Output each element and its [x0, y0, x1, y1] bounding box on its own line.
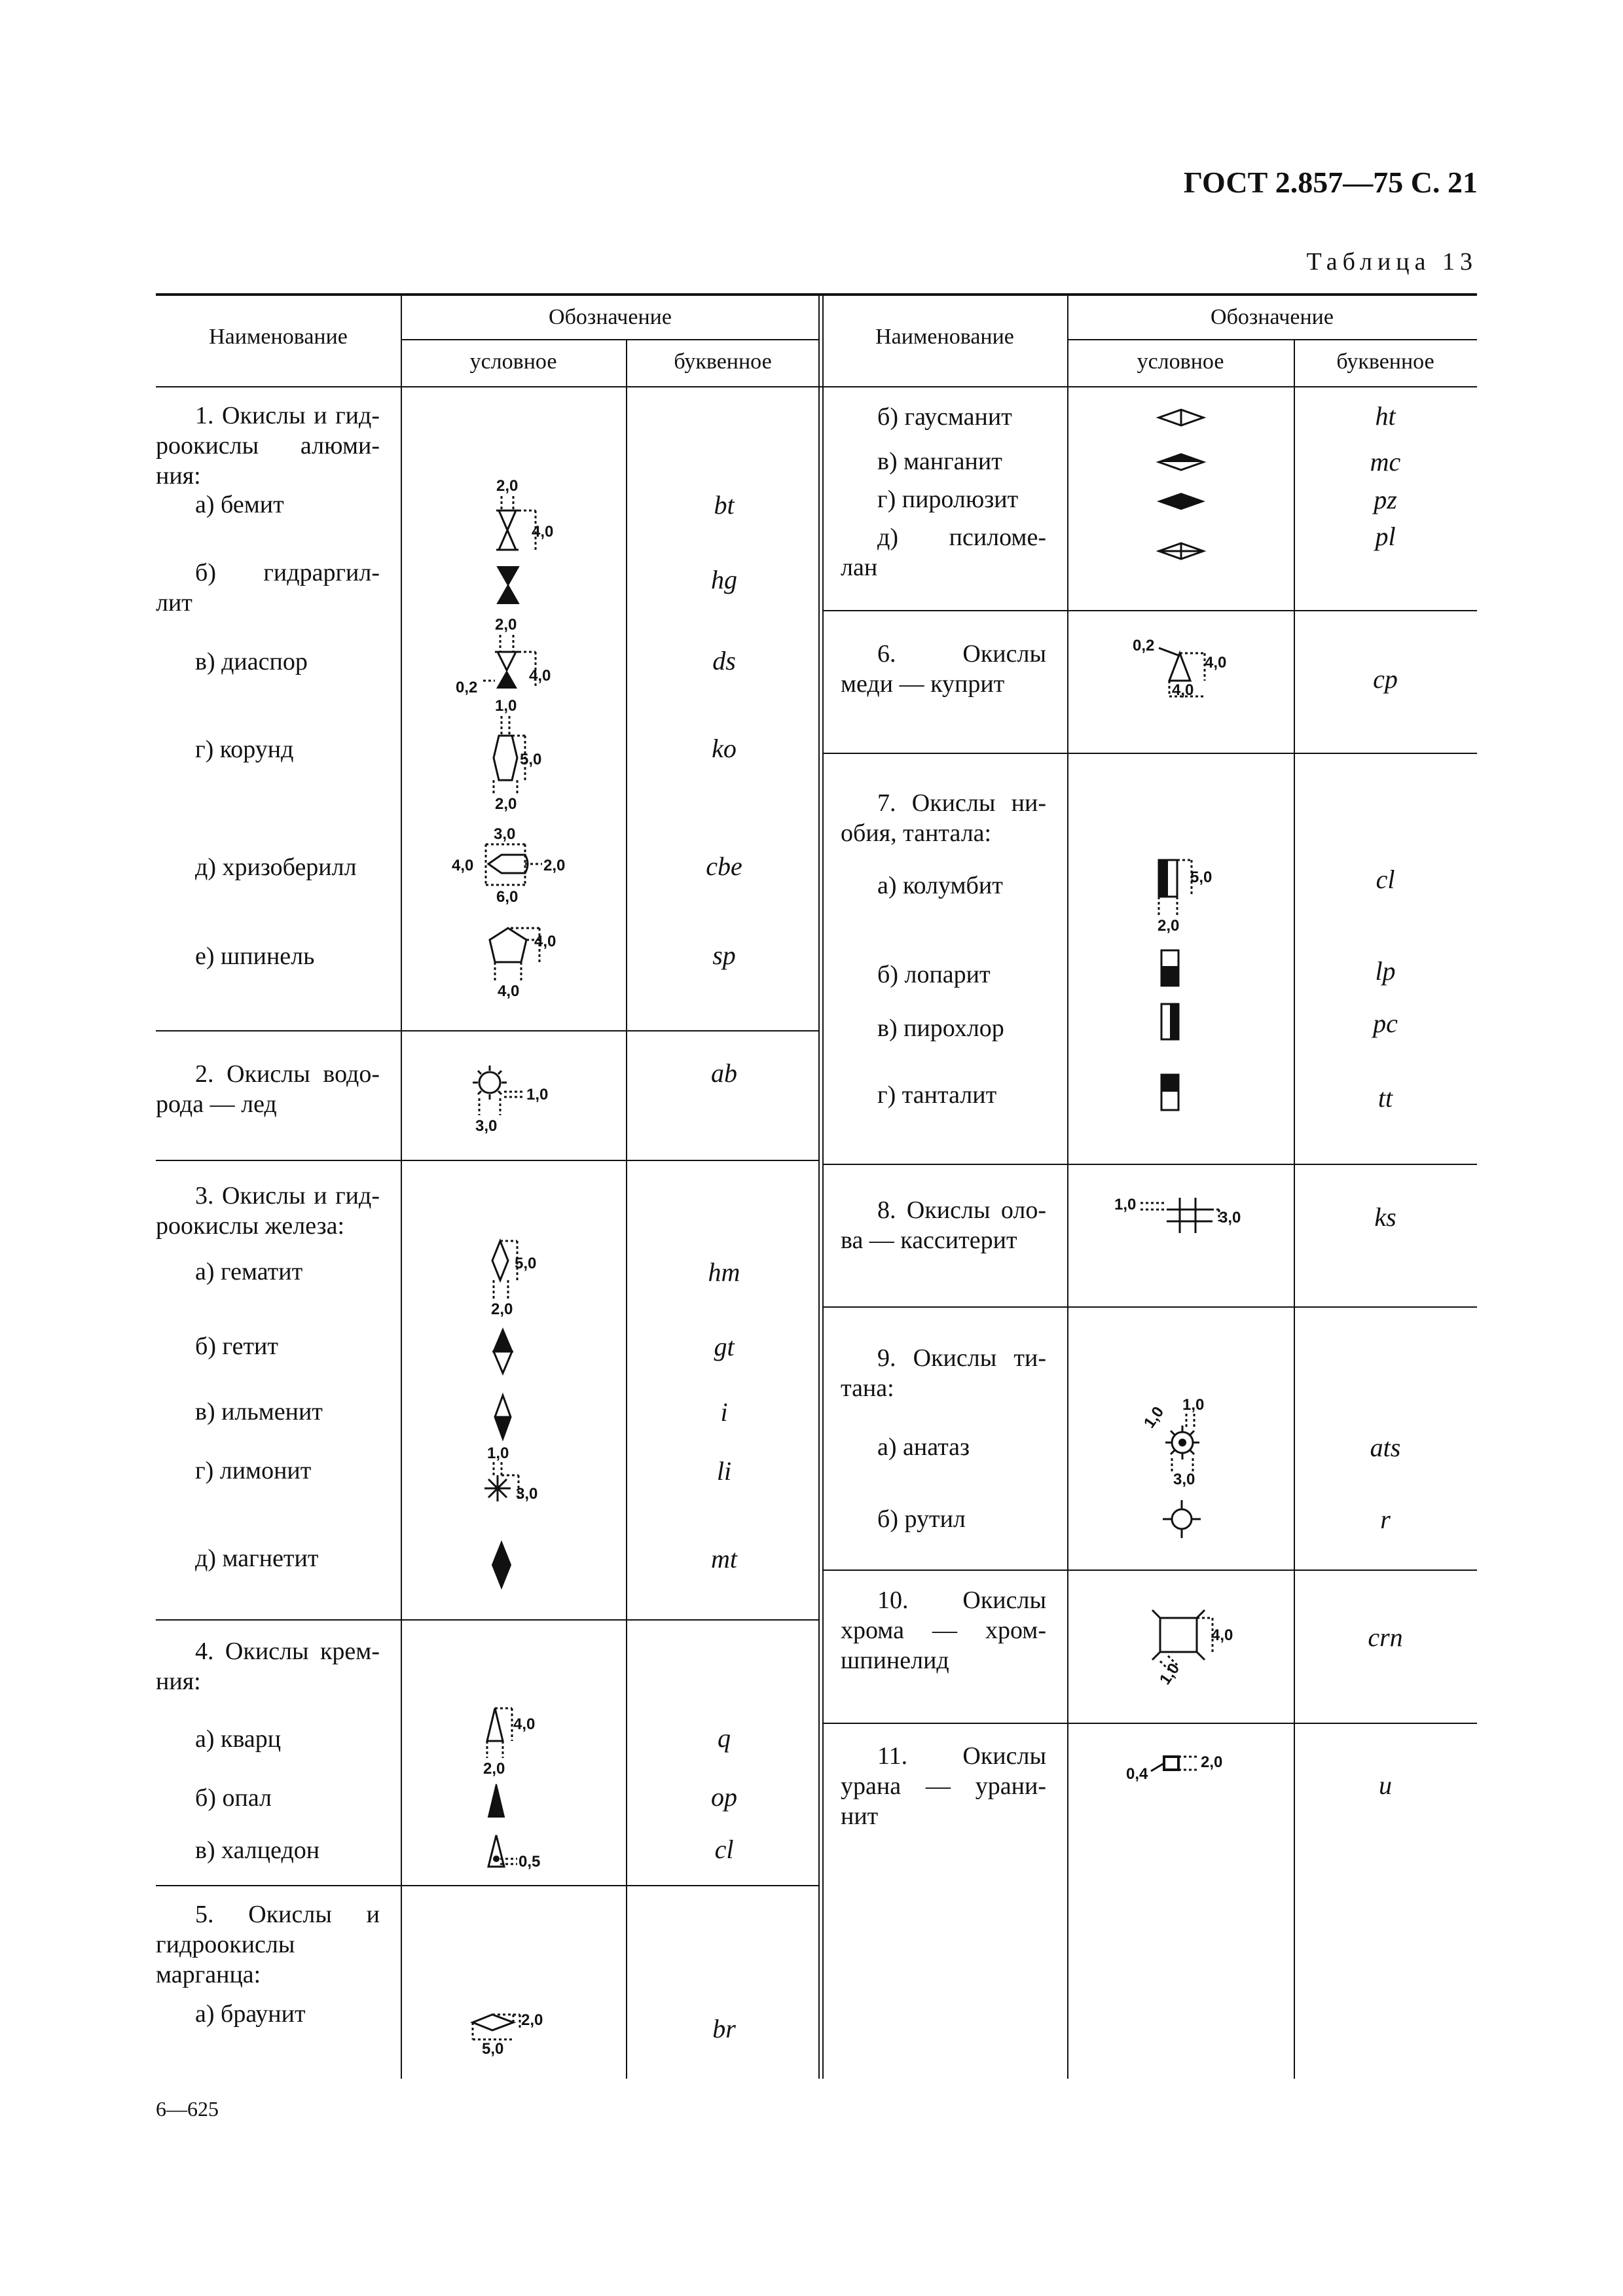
- item-name: б) опал: [195, 1784, 272, 1812]
- svg-text:2,0: 2,0: [521, 2011, 543, 2029]
- item-code: q: [718, 1723, 731, 1753]
- diamond-filled-icon: [488, 1541, 515, 1589]
- svg-text:1,0: 1,0: [1114, 1196, 1137, 1213]
- item-code: bt: [714, 490, 735, 520]
- triangle-dot-icon: [484, 1833, 563, 1872]
- diamond-top-half-icon: [490, 1329, 516, 1374]
- item-name: марганца:: [156, 1961, 261, 1988]
- svg-text:0,5: 0,5: [519, 1853, 541, 1871]
- rect-bottom-filled-icon: [1159, 948, 1182, 990]
- svg-text:6,0: 6,0: [496, 888, 519, 906]
- svg-text:4,0: 4,0: [1172, 681, 1194, 699]
- item-name: 10. Окислы: [877, 1587, 1046, 1614]
- item-code: crn: [1368, 1623, 1403, 1652]
- rect-top-filled-icon: [1159, 1072, 1182, 1114]
- svg-text:3,0: 3,0: [475, 1117, 498, 1135]
- item-name: б) лопарит: [877, 961, 991, 988]
- item-name: меди — куприт: [841, 670, 1005, 698]
- svg-text:4,0: 4,0: [532, 523, 554, 541]
- svg-text:2,0: 2,0: [495, 795, 517, 813]
- right-section-rule: [822, 610, 1477, 611]
- left-section-rule: [156, 1030, 820, 1031]
- col-divider-2: [626, 339, 627, 2079]
- svg-text:2,0: 2,0: [543, 857, 566, 874]
- right-section-rule: [822, 1306, 1477, 1308]
- item-name: д) магнетит: [195, 1545, 319, 1572]
- item-name: тана:: [841, 1374, 894, 1402]
- col-divider-mid-b: [822, 293, 824, 2079]
- hourglass-half-icon: [454, 615, 566, 700]
- item-code: pl: [1375, 522, 1396, 551]
- svg-text:2,0: 2,0: [495, 616, 517, 634]
- hourglass-open-icon: [458, 476, 563, 555]
- circle-cross-icon: [1159, 1496, 1205, 1542]
- left-section-rule: [156, 1885, 820, 1886]
- left-section-rule: [156, 1160, 820, 1161]
- diamond-open-icon: [487, 1238, 559, 1317]
- item-name: 11. Окислы: [877, 1742, 1046, 1770]
- svg-text:5,0: 5,0: [520, 751, 542, 768]
- svg-text:4,0: 4,0: [1205, 654, 1227, 672]
- rhombus-filled-icon: [1156, 490, 1206, 513]
- item-code: op: [711, 1782, 737, 1812]
- item-name: в) ильменит: [195, 1398, 323, 1426]
- svg-text:4,0: 4,0: [452, 857, 474, 874]
- item-name: б) гаусманит: [877, 403, 1012, 431]
- item-code: ab: [711, 1058, 737, 1088]
- svg-text:2,0: 2,0: [1201, 1753, 1223, 1771]
- item-code: ko: [712, 734, 737, 763]
- svg-text:3,0: 3,0: [1173, 1471, 1195, 1488]
- left-section-rule: [156, 1619, 820, 1621]
- diamond-split-icon: [491, 1394, 517, 1440]
- svg-text:5,0: 5,0: [515, 1255, 537, 1272]
- svg-text:3,0: 3,0: [494, 825, 516, 843]
- page-footer: 6—625: [156, 2097, 219, 2121]
- svg-text:0,4: 0,4: [1126, 1765, 1148, 1783]
- item-code: tt: [1377, 1083, 1393, 1113]
- svg-text:4,0: 4,0: [1211, 1626, 1233, 1644]
- item-name: ва — касситерит: [841, 1227, 1017, 1254]
- svg-text:3,0: 3,0: [1219, 1209, 1241, 1227]
- item-code: gt: [714, 1332, 735, 1361]
- svg-text:1,0: 1,0: [526, 1086, 549, 1103]
- item-name: д) хризоберилл: [195, 853, 357, 881]
- item-name: б) гидраргил-: [195, 559, 380, 586]
- hourglass-filled-icon: [495, 565, 521, 605]
- item-code: ats: [1370, 1433, 1401, 1462]
- svg-text:0,2: 0,2: [1133, 637, 1155, 655]
- svg-text:5,0: 5,0: [1190, 869, 1213, 886]
- right-section-rule: [822, 753, 1477, 754]
- item-name: 1. Окислы и гид-: [195, 402, 380, 429]
- header-sub-rule-right: [1067, 339, 1477, 340]
- item-code: u: [1379, 1770, 1392, 1800]
- rhombus-half-icon: [1156, 450, 1206, 474]
- item-name: лит: [156, 589, 192, 617]
- item-name: 5. Окислы и: [195, 1901, 380, 1928]
- item-name: а) кварц: [195, 1725, 282, 1753]
- item-name: б) гетит: [195, 1333, 278, 1360]
- rhombus-cross-icon: [1156, 539, 1206, 563]
- target-circle-icon: [1137, 1395, 1228, 1487]
- item-name: а) браунит: [195, 2000, 306, 2028]
- col-header-conventional-left: условное: [469, 350, 557, 374]
- item-name: б) рутил: [877, 1505, 966, 1533]
- col-header-name-left: Наименование: [209, 325, 348, 349]
- svg-text:3,0: 3,0: [516, 1485, 538, 1503]
- col-header-designation-left: Обозначение: [549, 305, 672, 329]
- item-name: роокислы алюми-: [156, 432, 380, 459]
- svg-text:2,0: 2,0: [496, 477, 519, 495]
- svg-text:4,0: 4,0: [529, 667, 551, 685]
- svg-text:4,0: 4,0: [534, 933, 556, 950]
- item-name: а) бемит: [195, 491, 284, 518]
- item-name: в) диаспор: [195, 648, 308, 675]
- header-sub-rule-left: [401, 339, 820, 340]
- item-name: урана — урани-: [841, 1772, 1046, 1800]
- lens-icon: [452, 825, 576, 910]
- svg-text:1,0: 1,0: [1182, 1396, 1205, 1414]
- table-top-rule: [156, 293, 1477, 296]
- square-ticks-icon: [1134, 1601, 1245, 1689]
- svg-text:2,0: 2,0: [1158, 917, 1180, 935]
- svg-text:1,0: 1,0: [487, 1444, 509, 1462]
- triangle-open-icon: [479, 1706, 558, 1778]
- item-code: cl: [714, 1835, 734, 1864]
- col-divider-3: [1067, 293, 1068, 2079]
- triangle-filled-icon: [486, 1783, 512, 1820]
- item-code: i: [720, 1397, 728, 1427]
- col-divider-1: [401, 293, 402, 2079]
- item-code: ds: [712, 646, 736, 675]
- header-bottom-rule: [156, 386, 1477, 387]
- item-name: 6. Окислы: [877, 640, 1046, 668]
- right-section-rule: [822, 1570, 1477, 1571]
- svg-text:4,0: 4,0: [513, 1715, 536, 1733]
- svg-text:5,0: 5,0: [482, 2040, 504, 2058]
- item-name: г) корунд: [195, 736, 294, 763]
- small-square-icon: [1126, 1748, 1237, 1787]
- item-name: е) шпинель: [195, 942, 315, 970]
- item-code: hm: [708, 1257, 740, 1287]
- right-section-rule: [822, 1723, 1477, 1724]
- page-header: ГОСТ 2.857—75 С. 21: [1183, 166, 1478, 199]
- item-name: в) пирохлор: [877, 1014, 1004, 1042]
- item-code: cl: [1376, 865, 1395, 894]
- rhombus-open-icon: [1156, 406, 1206, 429]
- item-name: а) анатаз: [877, 1433, 970, 1461]
- sun-circle-icon: [462, 1055, 567, 1134]
- col-header-letter-left: буквенное: [674, 350, 772, 374]
- item-name: рода — лед: [156, 1090, 277, 1118]
- item-name: в) манганит: [877, 448, 1002, 475]
- svg-text:2,0: 2,0: [491, 1300, 513, 1318]
- item-code: sp: [712, 941, 736, 970]
- right-section-rule: [822, 1164, 1477, 1165]
- item-name: роокислы железа:: [156, 1212, 345, 1240]
- item-name: ния:: [156, 1668, 201, 1695]
- asterisk-icon: [482, 1444, 560, 1509]
- item-code: cp: [1373, 664, 1398, 694]
- svg-text:1,0: 1,0: [495, 697, 517, 715]
- item-name: а) колумбит: [877, 872, 1003, 899]
- hexagon-icon: [478, 696, 570, 814]
- pentagon-icon: [484, 920, 570, 1005]
- item-name: обия, тантала:: [841, 819, 992, 847]
- item-name: г) танталит: [877, 1081, 997, 1109]
- col-divider-mid-a: [818, 293, 820, 2079]
- item-name: 2. Окислы водо-: [195, 1060, 380, 1088]
- item-code: r: [1380, 1505, 1391, 1534]
- item-code: ht: [1375, 401, 1396, 431]
- svg-text:1,0: 1,0: [1156, 1660, 1184, 1689]
- item-name: хрома — хром-: [841, 1617, 1046, 1644]
- col-header-letter-right: буквенное: [1336, 350, 1434, 374]
- svg-text:2,0: 2,0: [483, 1760, 505, 1778]
- col-divider-4: [1294, 339, 1295, 2079]
- table-label: Таблица 13: [1306, 248, 1478, 276]
- col-header-conventional-right: условное: [1137, 350, 1224, 374]
- item-name: шпинелид: [841, 1647, 949, 1674]
- item-name: ния:: [156, 462, 201, 490]
- item-name: д) псиломе-: [877, 524, 1046, 551]
- rect-left-filled-icon: [1152, 856, 1231, 941]
- item-name: в) халцедон: [195, 1837, 320, 1864]
- hash-icon: [1114, 1191, 1252, 1244]
- item-name: гидроокислы: [156, 1931, 295, 1958]
- item-code: hg: [711, 565, 737, 594]
- item-name: лан: [841, 554, 878, 581]
- item-name: 3. Окислы и гид-: [195, 1182, 380, 1210]
- item-name: а) гематит: [195, 1258, 303, 1285]
- item-code: pz: [1374, 485, 1397, 514]
- item-name: 4. Окислы крем-: [195, 1638, 380, 1665]
- item-code: mc: [1370, 447, 1401, 476]
- svg-text:0,2: 0,2: [456, 679, 478, 696]
- svg-text:4,0: 4,0: [498, 982, 520, 1000]
- svg-text:1,0: 1,0: [1140, 1403, 1168, 1432]
- item-code: pc: [1373, 1009, 1398, 1038]
- item-name: 9. Окислы ти-: [877, 1344, 1046, 1372]
- col-header-name-right: Наименование: [875, 325, 1014, 349]
- item-code: mt: [711, 1544, 737, 1573]
- item-code: ks: [1374, 1202, 1396, 1232]
- triangle-ray-icon: [1133, 635, 1244, 707]
- rect-split-icon: [1159, 1001, 1182, 1043]
- item-name: г) пиролюзит: [877, 486, 1019, 513]
- rhombus-flat-icon: [466, 2005, 564, 2058]
- item-code: br: [712, 2014, 736, 2043]
- item-code: cbe: [706, 852, 742, 881]
- item-name: нит: [841, 1803, 879, 1830]
- item-name: 8. Окислы оло-: [877, 1196, 1046, 1224]
- item-name: 7. Окислы ни-: [877, 789, 1046, 817]
- col-header-designation-right: Обозначение: [1211, 305, 1334, 329]
- item-name: г) лимонит: [195, 1457, 312, 1484]
- item-code: lp: [1375, 956, 1396, 986]
- item-code: li: [716, 1456, 732, 1486]
